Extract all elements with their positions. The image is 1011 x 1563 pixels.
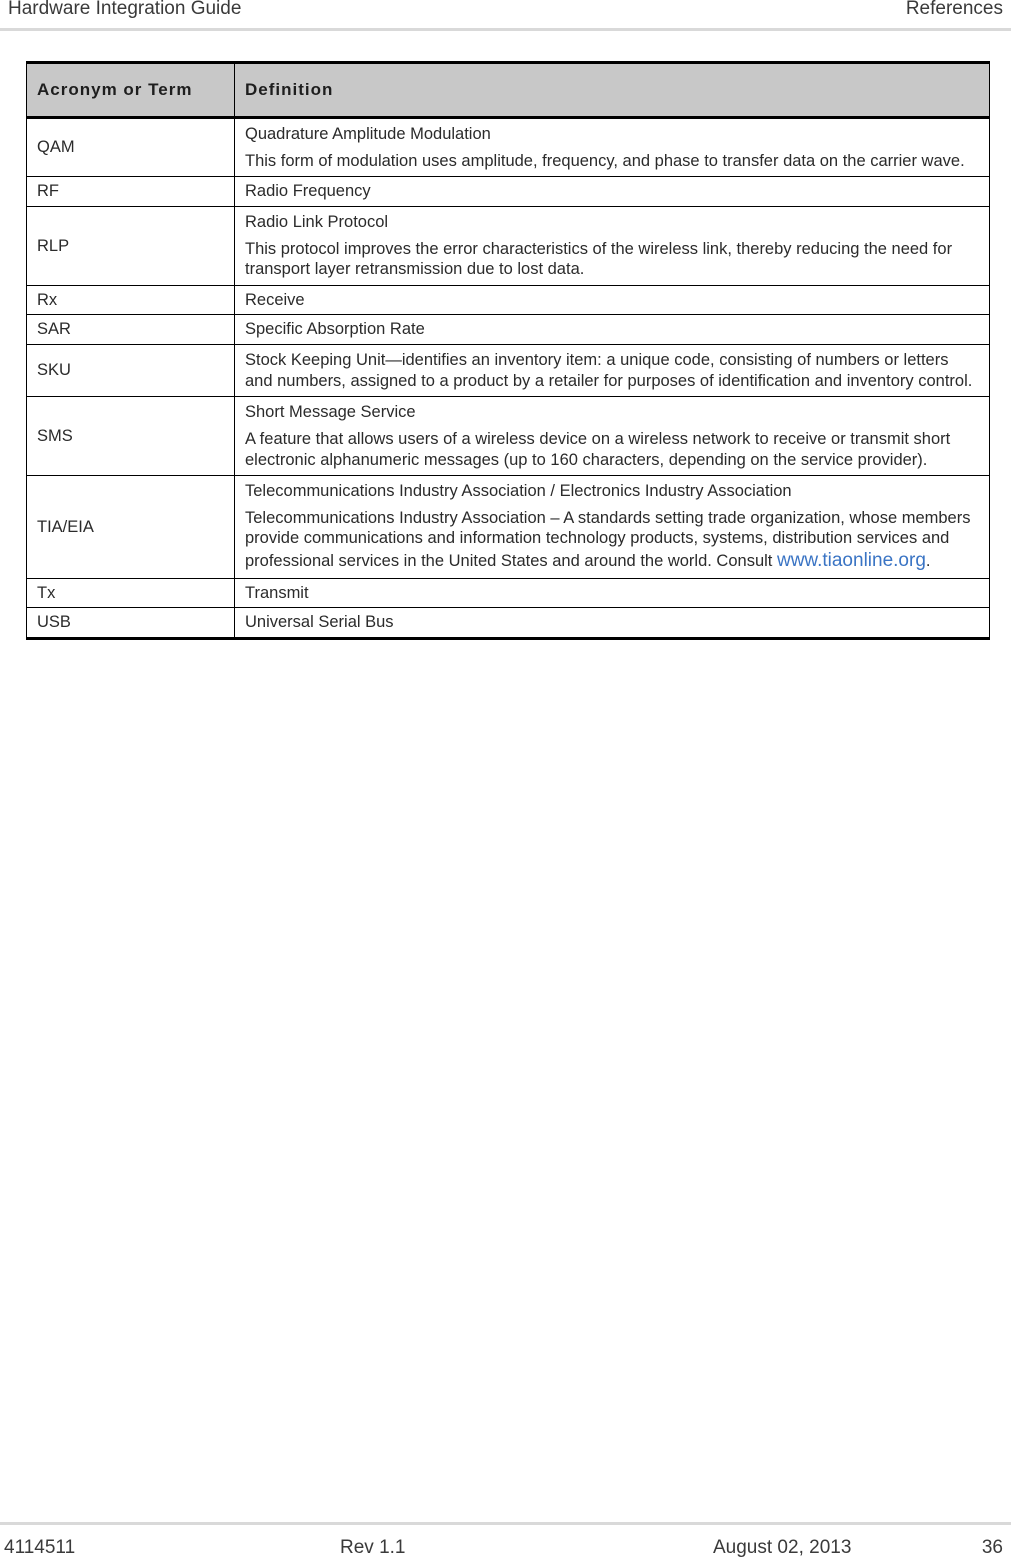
- table-row: [27, 285, 990, 315]
- definition-text: Telecommunications Industry Association – A standards setting trade organization, whose members provide communications and information technology products, systems, distribution services and professional services in the United States and around the world. Consult: [245, 508, 971, 570]
- definition-cell: [235, 608, 990, 639]
- acronym-table: [26, 61, 990, 640]
- table-header-row: [27, 63, 990, 118]
- document-title: Hardware Integration Guide: [8, 0, 242, 19]
- section-title: References: [905, 0, 1003, 19]
- definition-cell: [235, 345, 990, 397]
- table-row: [27, 177, 990, 207]
- definition-title: Universal Serial Bus: [245, 613, 394, 632]
- definition-title: Telecommunications Industry Association / Electronics Industry Association: [245, 482, 792, 501]
- definition-title: Radio Link Protocol: [245, 212, 389, 231]
- definition-title: Specific Absorption Rate: [245, 320, 425, 339]
- definition-title: Short Message Service: [245, 403, 416, 422]
- document-number: 4114511: [4, 1537, 76, 1558]
- tiaonline-link[interactable]: www.tiaonline.org: [776, 550, 926, 571]
- definition-cell: [235, 397, 990, 476]
- term-cell: RF: [27, 177, 235, 207]
- term-cell: USB: [27, 608, 235, 639]
- term-cell: SAR: [27, 315, 235, 345]
- table-row: [27, 476, 990, 579]
- revision: Rev 1.1: [340, 1537, 406, 1558]
- table-row: [27, 118, 990, 177]
- page-header: [0, 0, 1011, 31]
- definition-text-end: .: [925, 552, 931, 570]
- page-footer: [0, 1522, 1011, 1563]
- definition-title: Receive: [245, 290, 305, 309]
- table-row: [27, 608, 990, 639]
- term-cell: Tx: [27, 578, 235, 608]
- definition-title: Radio Frequency: [245, 182, 371, 201]
- term-cell: RLP: [27, 206, 235, 285]
- column-header-term: Acronym or Term: [27, 63, 235, 118]
- definition-cell: [235, 177, 990, 207]
- definition-text: A feature that allows users of a wireless device on a wireless network to receive or transmit short electronic alphanumeric messages (up to 160 characters, depending on the service provider).: [245, 429, 951, 469]
- definition-title: Stock Keeping Unit—identifies an inventory item: a unique code, consisting of numbers or letters and numbers, assigned to a product by a retailer for purposes of identification and inventory control.: [245, 351, 973, 390]
- definition-cell: [235, 476, 990, 579]
- term-cell: SKU: [27, 345, 235, 397]
- table-row: [27, 345, 990, 397]
- term-cell: Rx: [27, 285, 235, 315]
- definition-title: Transmit: [245, 583, 309, 602]
- definition-text: This protocol improves the error characteristics of the wireless link, thereby reducing the need for transport layer retransmission due to lost data.: [245, 239, 953, 279]
- table-row: [27, 206, 990, 285]
- definition-title: Quadrature Amplitude Modulation: [245, 125, 491, 143]
- term-cell: SMS: [27, 397, 235, 476]
- publication-date: August 02, 2013: [713, 1537, 852, 1558]
- definition-cell: [235, 206, 990, 285]
- term-cell: TIA/EIA: [27, 476, 235, 579]
- column-header-definition: Definition: [235, 63, 990, 118]
- table-row: [27, 397, 990, 476]
- definition-cell: [235, 118, 990, 177]
- definition-cell: [235, 285, 990, 315]
- page-number: 36: [981, 1537, 1003, 1558]
- definition-text: This form of modulation uses amplitude, frequency, and phase to transfer data on the carrier wave.: [245, 151, 965, 170]
- definition-cell: [235, 315, 990, 345]
- table-row: [27, 315, 990, 345]
- definition-text-with-link: [245, 508, 979, 573]
- term-cell: QAM: [27, 118, 235, 177]
- definition-cell: [235, 578, 990, 608]
- table-row: [27, 578, 990, 608]
